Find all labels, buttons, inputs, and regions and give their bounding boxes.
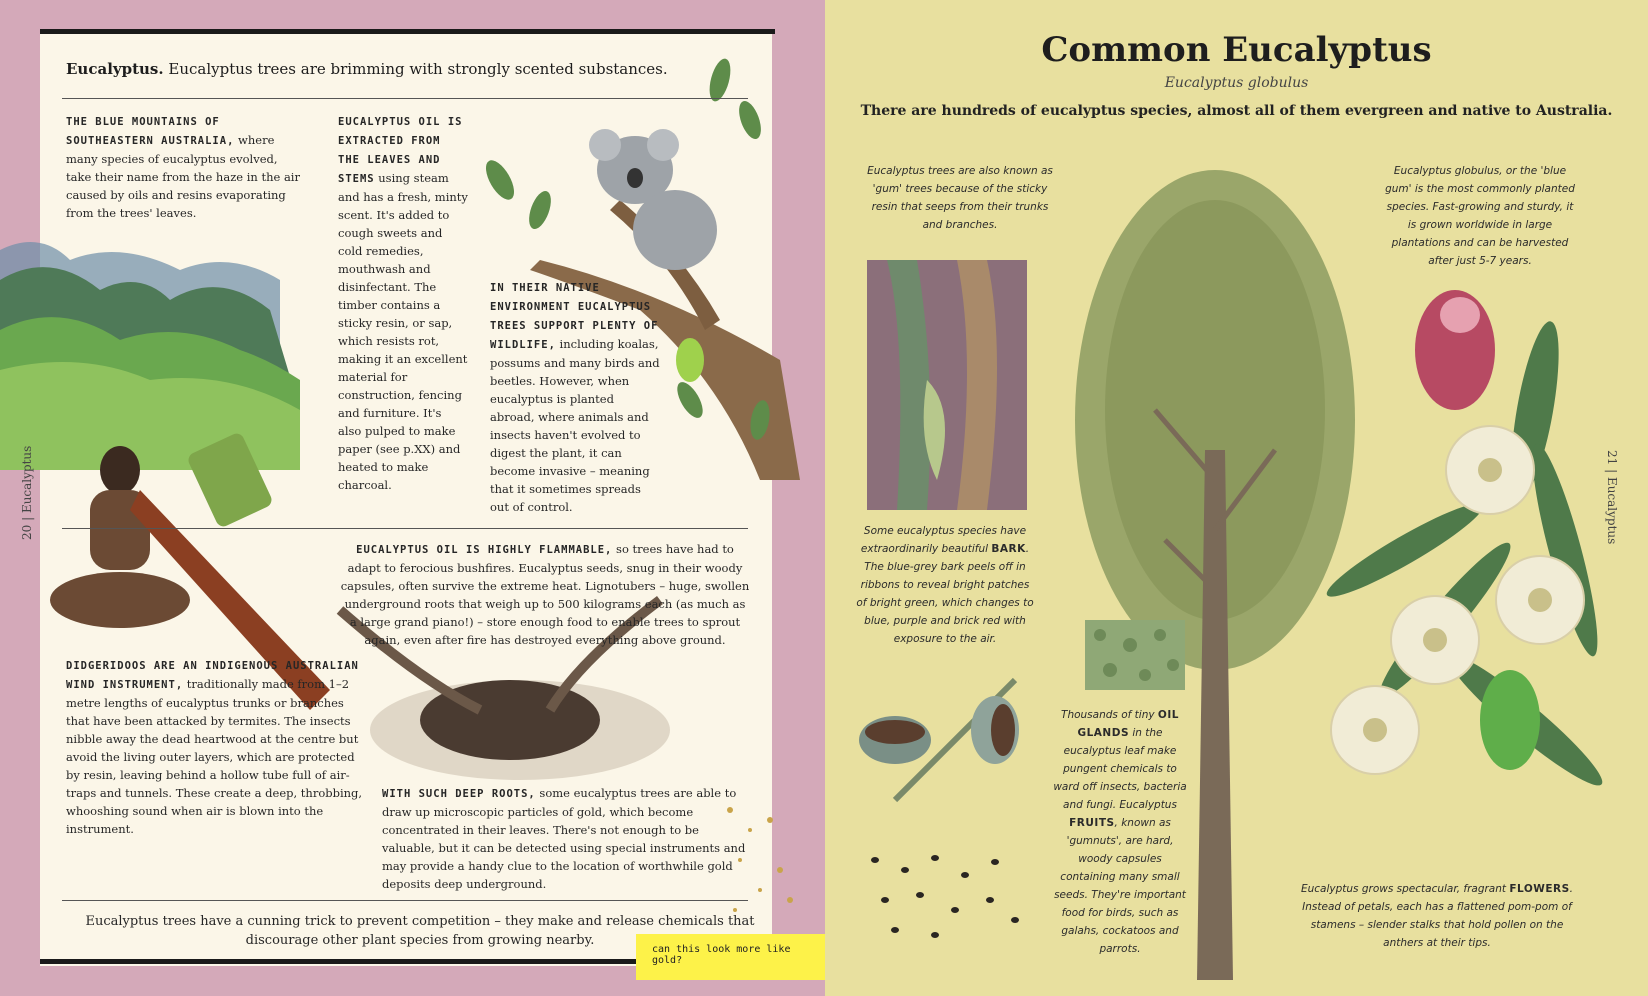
- seeds-illustration: [865, 850, 1025, 940]
- bark-note: Some eucalyptus species have extraordinarily beautiful BARK. The blue-grey bark peels off in ribbons to reveal bright patches of bright green, which changes to blue, purple and brick red with exposure to the air.: [856, 525, 1034, 645]
- budgie-icon: [676, 338, 704, 382]
- top-rule: [40, 29, 775, 34]
- gumnuts-illustration: [855, 680, 1035, 810]
- right-page: [825, 0, 1648, 996]
- didgeridoo-paragraph: DIDGERIDOOS ARE AN INDIGENOUS AUSTRALIAN WIND INSTRUMENT, traditionally made from 1–2 metre lengths of eucalyptus trunks or branches that have been attacked by termites. The insects nibble away the dead heartwood at the centre but avoid the living outer layers, which are protected by resin, leaving behind a hollow tube full of air-traps and tunnels. These create a deep, throbbing, whooshing sound when air is blown into the instrument.: [66, 660, 363, 836]
- sweets-packet-icon: [186, 431, 274, 529]
- flammable-paragraph: EUCALYPTUS OIL IS HIGHLY FLAMMABLE, so trees have had to adapt to ferocious bushfires. Eucalyptus seeds, snug in their woody capsules, often survive the extreme heat. Lignotubers – huge, swollen underground roots that weigh up to 500 kilograms each (as much as a large grand piano!) – store enough food to enable trees to sprout again, even after fire has destroyed everything above ground.: [340, 542, 750, 647]
- intro-text: There are hundreds of eucalyptus species, almost all of them evergreen and native to Australia.: [860, 103, 1613, 119]
- gum-tree-note: Eucalyptus trees are also known as 'gum' trees because of the sticky resin that seeps from their trunks and branches.: [867, 165, 1053, 231]
- native-environment-paragraph: IN THEIR NATIVE ENVIRONMENT EUCALYPTUS TREES SUPPORT PLENTY OF WILDLIFE, including koalas, possums and many birds and beetles. However, when eucalyptus is planted abroad, where animals and insects haven't evolved to digest the plant, it can become invasive – meaning that it sometimes spreads out of control.: [490, 282, 660, 514]
- folio-left: 20 | Eucalyptus: [20, 445, 34, 540]
- footer-rule: [62, 900, 748, 901]
- folio-right: 21 | Eucalyptus: [1605, 450, 1619, 545]
- flowers-note: Eucalyptus grows spectacular, fragrant FLOWERS. Instead of petals, each has a flattened pom-pom of stamens – slender stalks that hold pollen on the anthers at their tips.: [1300, 883, 1574, 949]
- mountains-illustration: [0, 210, 320, 470]
- sticky-note[interactable]: can this look more like gold?: [636, 934, 826, 980]
- oil-glands-swatch: [1085, 620, 1185, 690]
- oil-glands-note: Thousands of tiny OIL GLANDS in the eucalyptus leaf make pungent chemicals to ward off insects, bacteria and fungi. Eucalyptus FRUITS, known as 'gumnuts', are hard, woody capsules containing many small seeds. They're important food for birds, such as galahs, cockatoos and parrots.: [1053, 709, 1187, 955]
- middle-rule: [62, 528, 748, 529]
- bark-swatch-illustration: [867, 260, 1027, 510]
- footer-caption: Eucalyptus trees have a cunning trick to prevent competition – they make and release chemicals that discourage other plant species from growing nearby.: [85, 914, 755, 948]
- species-title: Common Eucalyptus: [1041, 30, 1432, 70]
- flowering-branch-illustration: [1295, 290, 1615, 850]
- oil-extracted-paragraph: EUCALYPTUS OIL IS EXTRACTED FROM THE LEAVES AND STEMS using steam and has a fresh, minty scent. It's added to cough sweets and cold remedies, mouthwash and disinfectant. The timber contains a sticky resin, or sap, which resists rot, making it an excellent material for construction, fencing and furniture. It's also pulped to make paper (see p.XX) and heated to make charcoal.: [338, 116, 468, 492]
- deep-roots-paragraph: WITH SUCH DEEP ROOTS, some eucalyptus trees are able to draw up microscopic particles of gold, which become concentrated in their leaves. There's not enough to be valuable, but it can be detected using special instruments and may provide a handy clue to the location of worthwhile gold deposits deep underground.: [382, 786, 746, 891]
- parrot-icon: [1480, 670, 1540, 770]
- blue-mountains-paragraph: THE BLUE MOUNTAINS OF SOUTHEASTERN AUSTRALIA, where many species of eucalyptus evolved, take their name from the haze in the air caused by oils and resins evaporating from the trees' leaves.: [66, 116, 300, 220]
- globulus-note: Eucalyptus globulus, or the 'blue gum' is the most commonly planted species. Fast-growing and sturdy, it is grown worldwide in large plantations and can be harvested after just 5-7 years.: [1385, 165, 1575, 267]
- page-title: Eucalyptus. Eucalyptus trees are brimming with strongly scented substances.: [66, 60, 668, 78]
- latin-name: Eucalyptus globulus: [1164, 75, 1309, 91]
- title-rule: [62, 98, 748, 99]
